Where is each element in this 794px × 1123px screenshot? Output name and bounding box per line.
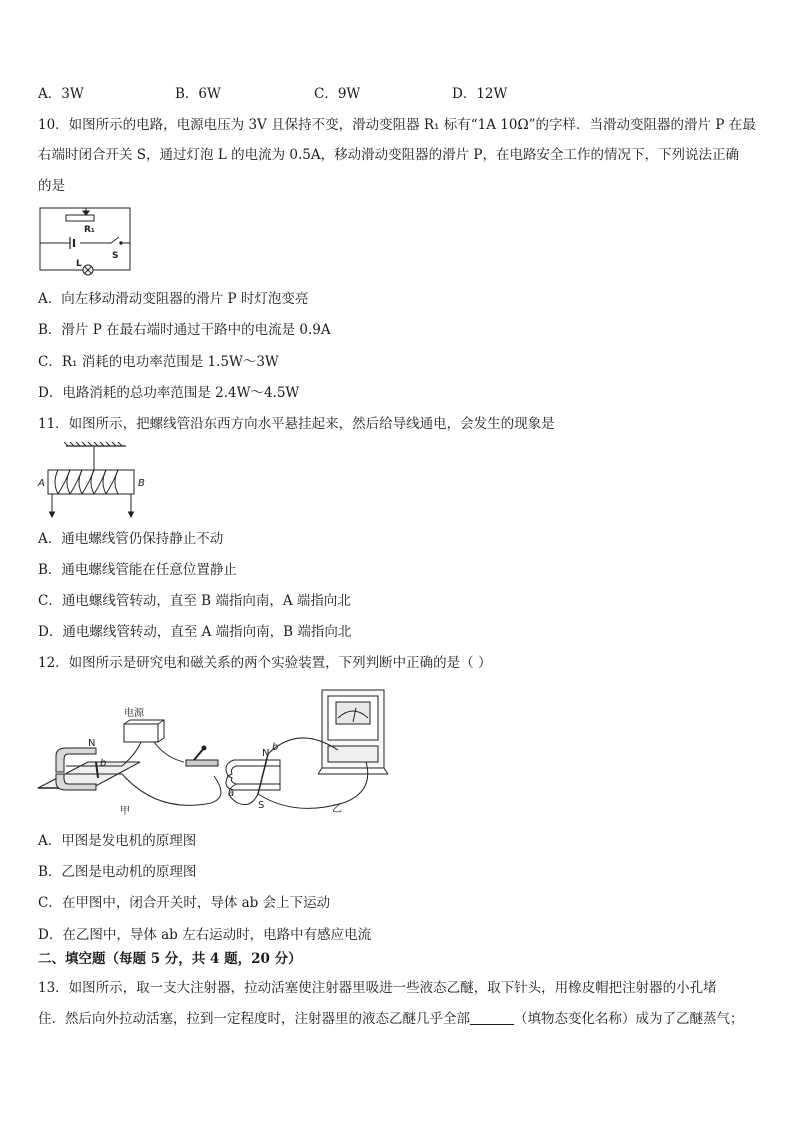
q10-label-r1: R₁ xyxy=(84,225,95,235)
q9-option-d: D．12W xyxy=(452,86,508,102)
q12-label-b-right: b xyxy=(272,742,279,753)
q12-label-s-right: S xyxy=(258,800,265,811)
q10-option-b: B．滑片 P 在最右端时通过干路中的电流是 0.9A xyxy=(38,322,331,338)
q10-stem-line2: 右端时闭合开关 S，通过灯泡 L 的电流为 0.5A，移动滑动变阻器的滑片 P，在电路安全工作的情况下，下列说法正确 xyxy=(38,147,739,163)
q12-option-c: C．在甲图中，闭合开关时，导体 ab 会上下运动 xyxy=(38,895,331,911)
q12-label-a-right: a xyxy=(228,788,235,799)
section-title-fill-in: 二、填空题（每题 5 分，共 4 题，20 分） xyxy=(38,951,302,967)
q12-label-n-right: N xyxy=(262,748,270,759)
q12-option-a: A．甲图是发电机的原理图 xyxy=(38,833,197,849)
q10-option-d: D．电路消耗的总功率范围是 2.4W～4.5W xyxy=(38,385,300,401)
q9-option-a: A．3W xyxy=(38,86,84,102)
q10-circuit-diagram xyxy=(36,202,136,276)
q10-stem-line3: 的是 xyxy=(38,178,65,194)
q12-stem: 12．如图所示是研究电和磁关系的两个实验装置，下列判断中正确的是（ ） xyxy=(38,655,492,671)
q13-stem-line2 xyxy=(38,1010,744,1028)
q13-answer-blank[interactable] xyxy=(470,1010,514,1025)
q12-caption-right: 乙 xyxy=(332,804,342,815)
q11-solenoid-diagram xyxy=(36,440,154,520)
q11-stem: 11．如图所示，把螺线管沿东西方向水平悬挂起来，然后给导线通电，会发生的现象是 xyxy=(38,416,555,432)
q12-experiment-diagram xyxy=(36,684,396,820)
q12-option-d: D．在乙图中，导体 ab 左右运动时，电路中有感应电流 xyxy=(38,927,372,943)
q11-option-a: A．通电螺线管仍保持静止不动 xyxy=(38,531,224,547)
q10-label-l: L xyxy=(76,259,82,269)
q10-stem-line1: 10．如图所示的电路，电源电压为 3V 且保持不变，滑动变阻器 R₁ 标有“1A 10Ω”的字样．当滑动变阻器的滑片 P 在最 xyxy=(38,117,756,133)
q11-label-a: A xyxy=(38,478,45,489)
q12-label-n-left: N xyxy=(88,738,96,749)
q11-label-b: B xyxy=(138,478,145,489)
q11-option-d: D．通电螺线管转动，直至 A 端指向南，B 端指向北 xyxy=(38,624,352,640)
q12-label-power: 电源 xyxy=(124,708,144,719)
q9-option-b: B．6W xyxy=(175,86,221,102)
q10-label-s: S xyxy=(112,251,119,261)
q13-stem-line1: 13．如图所示，取一支大注射器，拉动活塞使注射器里吸进一些液态乙醚，取下针头，用橡皮帽把注射器的小孔堵 xyxy=(38,980,717,996)
q10-option-a: A．向左移动滑动变阻器的滑片 P 时灯泡变亮 xyxy=(38,291,309,307)
q10-option-c: C．R₁ 消耗的电功率范围是 1.5W～3W xyxy=(38,354,279,370)
q13-text-before-blank: 住．然后向外拉动活塞，拉到一定程度时，注射器里的液态乙醚几乎全部 xyxy=(38,1011,470,1027)
q13-text-after-blank: （填物态变化名称）成为了乙醚蒸气； xyxy=(514,1011,744,1027)
q9-option-c: C．9W xyxy=(314,86,361,102)
q9-options xyxy=(38,82,758,100)
q11-option-c: C．通电螺线管转动，直至 B 端指向南，A 端指向北 xyxy=(38,593,351,609)
q11-option-b: B．通电螺线管能在任意位置静止 xyxy=(38,562,237,578)
q12-option-b: B．乙图是电动机的原理图 xyxy=(38,864,197,880)
q12-caption-left: 甲 xyxy=(120,806,130,817)
q12-label-b-left: b xyxy=(100,758,107,769)
